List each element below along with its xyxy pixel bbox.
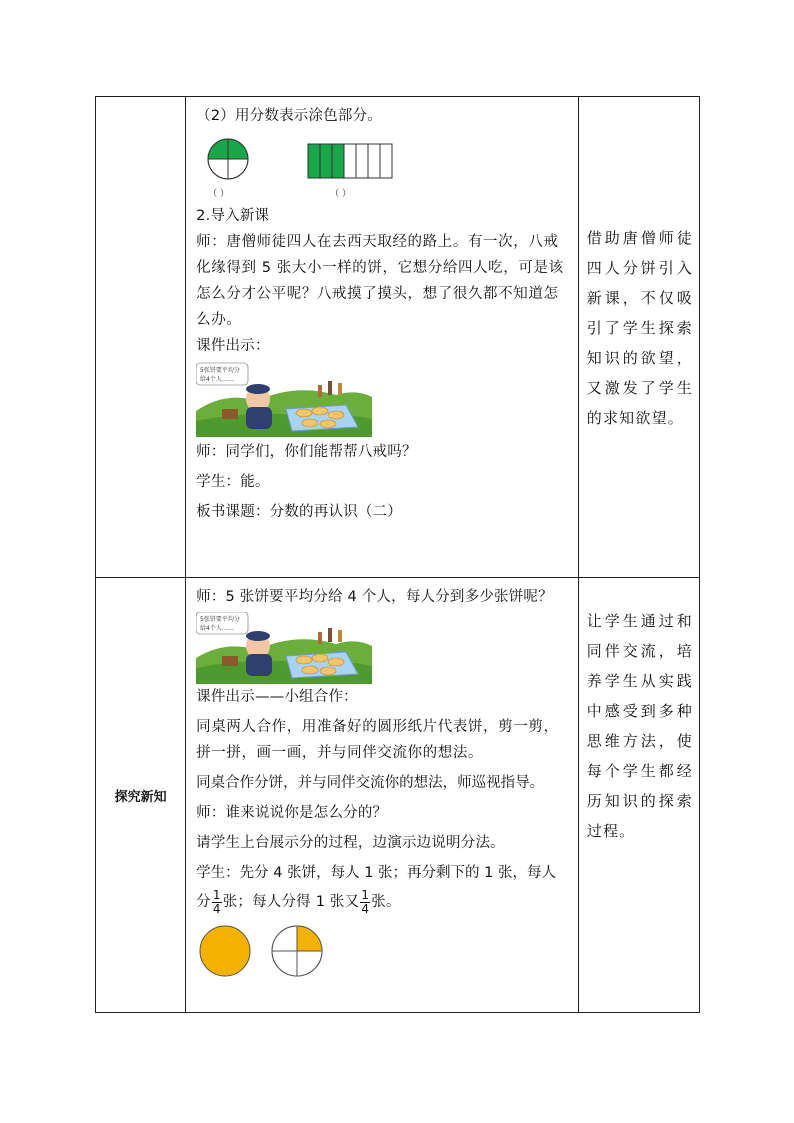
fraction-numerator: 1 bbox=[361, 887, 370, 902]
answer-blank-1: （ ） bbox=[208, 189, 230, 199]
fraction-denominator: 4 bbox=[361, 901, 370, 916]
student-zhang-mid: 张；每人分得 1 张又 bbox=[222, 894, 360, 910]
student-zhang-end: 张。 bbox=[371, 894, 401, 910]
design-intent-cell bbox=[578, 97, 699, 578]
fraction-one-quarter bbox=[360, 889, 370, 916]
strip-fraction-figure bbox=[307, 143, 393, 179]
pigsy-illustration bbox=[196, 361, 372, 437]
board-title: 板书课题：分数的再认识（二） bbox=[196, 504, 402, 520]
question-line: 师：5 张饼要平均分给 4 个人，每人分到多少张饼呢？ bbox=[196, 589, 553, 605]
demo-text: 请学生上台展示分的过程，边演示边说明分法。 bbox=[196, 835, 505, 851]
circle-fraction-figure bbox=[206, 137, 250, 181]
teacher-who: 师：谁来说说你是怎么分的？ bbox=[196, 805, 388, 821]
activity-cell bbox=[186, 97, 579, 578]
table-row bbox=[96, 578, 700, 1013]
fraction-numerator: 1 bbox=[212, 887, 221, 902]
design-intent-cell bbox=[578, 578, 699, 1013]
activity-cell bbox=[186, 578, 579, 1013]
whole-pancake-circle bbox=[198, 924, 252, 978]
student-fen: 分 bbox=[196, 894, 211, 910]
instruction-text: 同桌两人合作，用准备好的圆形纸片代表饼，剪一剪，拼一拼，画一画，并与同伴交流你的想法。 bbox=[196, 719, 559, 761]
section-title: 2.导入新课 bbox=[196, 208, 270, 224]
pigsy-illustration bbox=[196, 612, 372, 684]
student-line-1: 学生：先分 4 张饼，每人 1 张；再分剩下的 1 张，每人 bbox=[196, 865, 556, 881]
bubble-text-2: 给4个人…… bbox=[200, 625, 234, 632]
task-title: （2）用分数表示涂色部分。 bbox=[196, 108, 382, 124]
stage-label-cell bbox=[96, 578, 186, 1013]
bubble-text-1: 5张饼要平均分 bbox=[200, 616, 240, 623]
lesson-plan-table bbox=[95, 96, 700, 1013]
pancake-figures bbox=[196, 924, 570, 984]
stage-label: 探究新知 bbox=[114, 789, 167, 805]
teacher-ask: 师：同学们，你们能帮帮八戒吗？ bbox=[196, 444, 417, 460]
answer-blank-2: （ ） bbox=[330, 189, 352, 199]
design-intent-comment: 借助唐僧师徒四人分饼引入新课，不仅吸引了学生探索知识的欲望，又激发了学生的求知欲望。 bbox=[586, 229, 693, 427]
fraction-denominator: 4 bbox=[212, 901, 221, 916]
bubble-text-1: 5张饼要平均分 bbox=[200, 367, 240, 374]
stage-label-cell bbox=[96, 97, 186, 578]
student-line-2 bbox=[196, 886, 570, 918]
quarter-pancake-circle bbox=[270, 924, 324, 978]
group-work-label: 课件出示——小组合作： bbox=[196, 689, 358, 705]
table-row bbox=[96, 97, 700, 578]
courseware-label: 课件出示： bbox=[196, 338, 270, 354]
teacher-intro: 师：唐僧师徒四人在去西天取经的路上。有一次，八戒化缘得到 5 张大小一样的饼，它想分给四人吃，可是该怎么分才公平呢？八戒摸了摸头，想了很久都不知道怎么办。 bbox=[196, 234, 564, 328]
activity-text: 同桌合作分饼，并与同伴交流你的想法，师巡视指导。 bbox=[196, 775, 545, 791]
fraction-figures bbox=[196, 129, 570, 203]
fraction-one-quarter bbox=[212, 889, 222, 916]
bubble-text-2: 给4个人…… bbox=[200, 376, 234, 383]
student-answer: 学生：能。 bbox=[196, 474, 270, 490]
design-intent-comment: 让学生通过和同伴交流，培养学生从实践中感受到多种思维方法，使每个学生都经历知识的探索过程。 bbox=[586, 612, 693, 840]
